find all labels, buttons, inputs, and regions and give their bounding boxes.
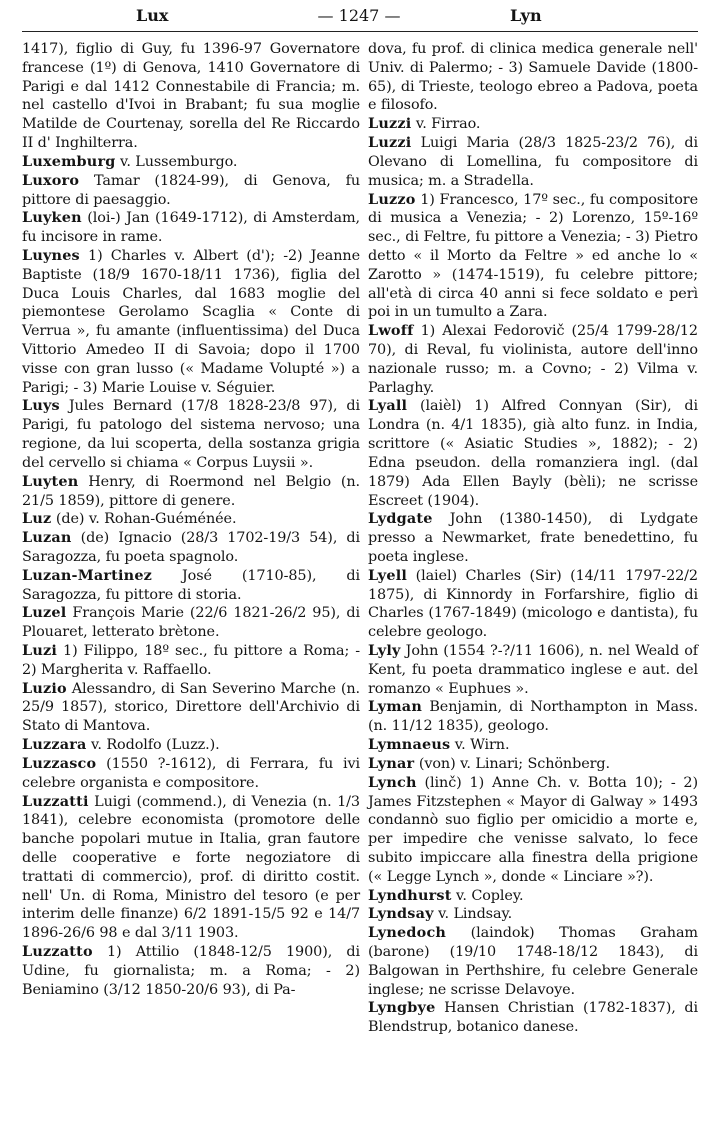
entry-text: v. Firrao. <box>415 116 481 133</box>
entry-headword: Luzio <box>22 679 67 697</box>
entry-headword: Luyten <box>22 472 79 490</box>
entry-text: v. Wirn. <box>454 737 510 754</box>
entry-text: v. Rodolfo (Luzz.). <box>91 737 220 754</box>
entry-headword: Lyndsay <box>368 905 434 923</box>
entry-headword: Luzan <box>22 529 72 547</box>
dictionary-entry <box>368 134 698 190</box>
dictionary-entry <box>368 642 698 698</box>
dictionary-entry <box>368 322 698 397</box>
entry-text: Tamar (1824-99), di Genova, fu pittore di paesaggio. <box>22 172 360 208</box>
entry-headword: Lydgate <box>368 510 433 528</box>
header-rule <box>22 31 698 32</box>
entry-headword: Luzan-Martinez <box>22 566 153 584</box>
entry-headword: Lynar <box>368 754 415 772</box>
entry-headword: Luzzi <box>368 134 412 152</box>
entry-headword: Lynedoch <box>368 924 447 942</box>
entry-text: (linč) 1) Anne Ch. v. Botta 10); - 2) James Fitzstephen « Mayor di Galway » 1493 condannò suo figlio per omicidio a morte e, per impedire che venisse salvato, lo fece subito impiccare alla finestra della prigione (« Legge Lynch », donde « Linciare »?). <box>368 774 699 885</box>
entry-text: dova, fu prof. di clinica medica generale nell' Univ. di Palermo; - 3) Samuele Davide (1800-65), di Trieste, teologo ebreo a Padova, poeta e filosofo. <box>368 41 698 114</box>
dictionary-entry <box>368 115 698 134</box>
entry-text: (von) v. Linari; Schönberg. <box>418 755 610 772</box>
entry-text: 1) Francesco, 17º sec., fu compositore di musica a Venezia; - 2) Lorenzo, 15º-16º sec., di Feltre, fu pittore a Venezia; - 3) Pietro detto « il Morto da Feltre » ed anche lo « Zarotto » (1474-1519), fu celebre pittore; all'età di circa 40 anni si fece soldato e perì poi in un tumulto a Zara. <box>368 191 698 321</box>
entry-text: 1) Charles v. Albert (d'); -2) Jeanne Baptiste (18/9 1670-18/11 1736), figlia del Duca Louis Charles, dal 1683 moglie del piemontese Gerolamo Scaglia « Conte di Verrua », fu amante (influentissima) del Duca Vittorio Amedeo II di Savoia; dopo il 1700 visse con gran lusso (« Madame Volupté ») a Parigi; - 3) Marie Louise v. Séguier. <box>22 247 360 396</box>
entry-headword: Luzi <box>22 642 58 659</box>
dictionary-entry <box>22 604 360 642</box>
dictionary-entry <box>22 680 360 736</box>
dictionary-entry <box>22 943 360 999</box>
dictionary-entry <box>22 642 360 680</box>
entry-text: (loi-) Jan (1649-1712), di Amsterdam, fu incisore in rame. <box>22 210 360 246</box>
entry-headword: Lyall <box>368 397 408 415</box>
entry-text: v. Copley. <box>456 887 524 904</box>
dictionary-entry <box>22 793 360 944</box>
dictionary-entry <box>368 905 698 924</box>
entry-text: Henry, di Roermond nel Belgio (n. 21/5 1859), pittore di genere. <box>22 473 360 509</box>
dictionary-entry <box>22 172 360 210</box>
entry-headword: Lyman <box>368 698 422 716</box>
entry-headword: Luyken <box>22 209 82 227</box>
entry-text: 1) Filippo, 18º sec., fu pittore a Roma; - 2) Margherita v. Raffaello. <box>22 643 360 678</box>
header-left-guide-word: Lux <box>136 6 169 25</box>
entry-text: (laièl) 1) Alfred Connyan (Sir), di Londra (n. 4/1 1835), già alto funz. in India, scrittore (« Asiatic Studies », 1882); - 2) Edna pseudon. della romanziera ingl. (dal 1879) Ada Ellen Bayly (bèli); ne scrisse Escreet (1904). <box>368 398 698 509</box>
entry-text: (de) Ignacio (28/3 1702-19/3 54), di Saragozza, fu poeta spagnolo. <box>22 530 360 565</box>
dictionary-entry <box>22 247 360 398</box>
entry-headword: Lwoff <box>368 322 414 340</box>
dictionary-entry <box>368 510 698 566</box>
dictionary-entry <box>22 209 360 247</box>
entry-headword: Luz <box>22 510 52 528</box>
entry-text: 1) Attilio (1848-12/5 1900), di Udine, fu giornalista; m. a Roma; - 2) Beniamino (3/12 1850-20/6 93), di Pa- <box>22 944 361 998</box>
dictionary-entry <box>368 999 698 1037</box>
dictionary-entry <box>368 40 698 115</box>
dictionary-entry <box>22 40 360 153</box>
entry-text: Benjamin, di Northampton in Mass. (n. 11/12 1835), geologo. <box>368 699 698 735</box>
dictionary-entry <box>368 887 698 906</box>
entry-text: 1417), figlio di Guy, fu 1396-97 Governatore francese (1º) di Genova, 1410 Governatore di Parigi e dal 1412 Connestabile di Francia; m. nel castello d'Ivoi in Brabant; fu sua moglie Matilde de Courtenay, sorella del Re Riccardo II d' Inghilterra. <box>22 41 360 152</box>
dictionary-entry <box>22 153 360 172</box>
entry-text: (de) v. Rohan-Guéménée. <box>55 511 237 528</box>
entry-text: Luigi Maria (28/3 1825-23/2 76), di Olevano di Lomellina, fu compositore di musica; m. a Stradella. <box>368 135 698 189</box>
entry-headword: Luzzatto <box>22 943 93 960</box>
entry-headword: Luzel <box>22 604 67 622</box>
page-number: — 1247 — <box>317 6 401 25</box>
entry-text: Jules Bernard (17/8 1828-23/8 97), di Parigi, fu patologo del sistema nervoso; una regione, da lui scoperta, della sostanza grigia del cervello si chiama « Corpus Luysii ». <box>22 398 360 471</box>
entry-text: François Marie (22/6 1821-26/2 95), di Plouaret, letterato brètone. <box>22 605 360 641</box>
dictionary-entry <box>368 567 698 642</box>
right-column <box>368 40 698 1037</box>
entry-text: (laindok) Thomas Graham (barone) (19/10 1748-18/12 1843), di Balgowan in Perthshire, fu celebre Generale inglese; ne scrisse Delavoye. <box>368 925 698 998</box>
entry-text: Alessandro, di San Severino Marche (n. 25/9 1857), storico, Direttore dell'Archivio di Stato di Mantova. <box>22 680 360 735</box>
entry-text: v. Lussemburgo. <box>120 153 238 170</box>
entry-headword: Lyell <box>368 566 408 584</box>
dictionary-entry <box>22 510 360 529</box>
entry-headword: Luzzasco <box>22 754 97 772</box>
entry-text: John (1380-1450), di Lydgate presso a Newmarket, frate benedettino, fu poeta inglese. <box>368 511 698 565</box>
entry-text: Luigi (commend.), di Venezia (n. 1/3 1841), celebre economista (promotore delle banche popolari mutue in Italia, gran fautore delle cooperative e forte negoziatore di trattati di commercio), prof. di diritto costit. nell' Un. di Roma, Ministro del tesoro (e per interim delle finanze) 6/2 1891-15/5 92 e 14/7 1896-26/6 98 e dal 3/11 1903. <box>22 793 360 942</box>
entry-headword: Luzzara <box>22 736 87 754</box>
entry-text: John (1554 ?-?/11 1606), n. nel Weald of Kent, fu poeta drammatico inglese e aut. del romanzo « Euphues ». <box>368 643 698 697</box>
entry-headword: Lyngbye <box>368 999 436 1017</box>
entry-text: (1550 ?-1612), di Ferrara, fu ivi celebre organista e compositore. <box>22 755 360 791</box>
dictionary-entry <box>22 473 360 511</box>
dictionary-entry <box>22 529 360 567</box>
dictionary-entry <box>368 736 698 755</box>
dictionary-entry <box>368 755 698 774</box>
entry-headword: Lymnaeus <box>368 736 451 754</box>
dictionary-entry <box>368 397 698 510</box>
entry-headword: Lynch <box>368 773 417 791</box>
entry-headword: Luzzatti <box>22 792 89 810</box>
entry-headword: Luys <box>22 397 60 415</box>
dictionary-entry <box>22 397 360 472</box>
dictionary-entry <box>368 924 698 999</box>
entry-text: (laiel) Charles (Sir) (14/11 1797-22/2 1875), di Kinnordy in Forfarshire, figlio di Charles (1767-1849) (micologo e dantista), fu celebre geologo. <box>368 567 698 641</box>
entry-text: 1) Alexai Fedorovič (25/4 1799-28/12 70), di Reval, fu violinista, autore dell'inno nazionale russo; m. a Covno; - 2) Vilma v. Parlaghy. <box>368 323 698 396</box>
entry-text: Hansen Christian (1782-1837), di Blendstrup, botanico danese. <box>368 1000 698 1036</box>
dictionary-entry <box>368 698 698 736</box>
entry-headword: Luxemburg <box>22 152 116 170</box>
entry-text: v. Lindsay. <box>438 906 513 923</box>
entry-headword: Lyly <box>368 642 401 659</box>
entry-headword: Luzzo <box>368 190 416 208</box>
dictionary-entry <box>22 567 360 605</box>
entry-headword: Luynes <box>22 246 80 264</box>
dictionary-entry <box>22 755 360 793</box>
entry-text: José (1710-85), di Saragozza, fu pittore di storia. <box>22 567 360 603</box>
running-header <box>0 6 718 32</box>
header-right-guide-word: Lyn <box>510 6 542 25</box>
left-column <box>22 40 360 999</box>
dictionary-entry <box>22 736 360 755</box>
dictionary-entry <box>368 191 698 323</box>
dictionary-entry <box>368 774 698 887</box>
entry-headword: Luzzi <box>368 115 412 133</box>
entry-headword: Luxoro <box>22 171 80 189</box>
entry-headword: Lyndhurst <box>368 886 452 904</box>
